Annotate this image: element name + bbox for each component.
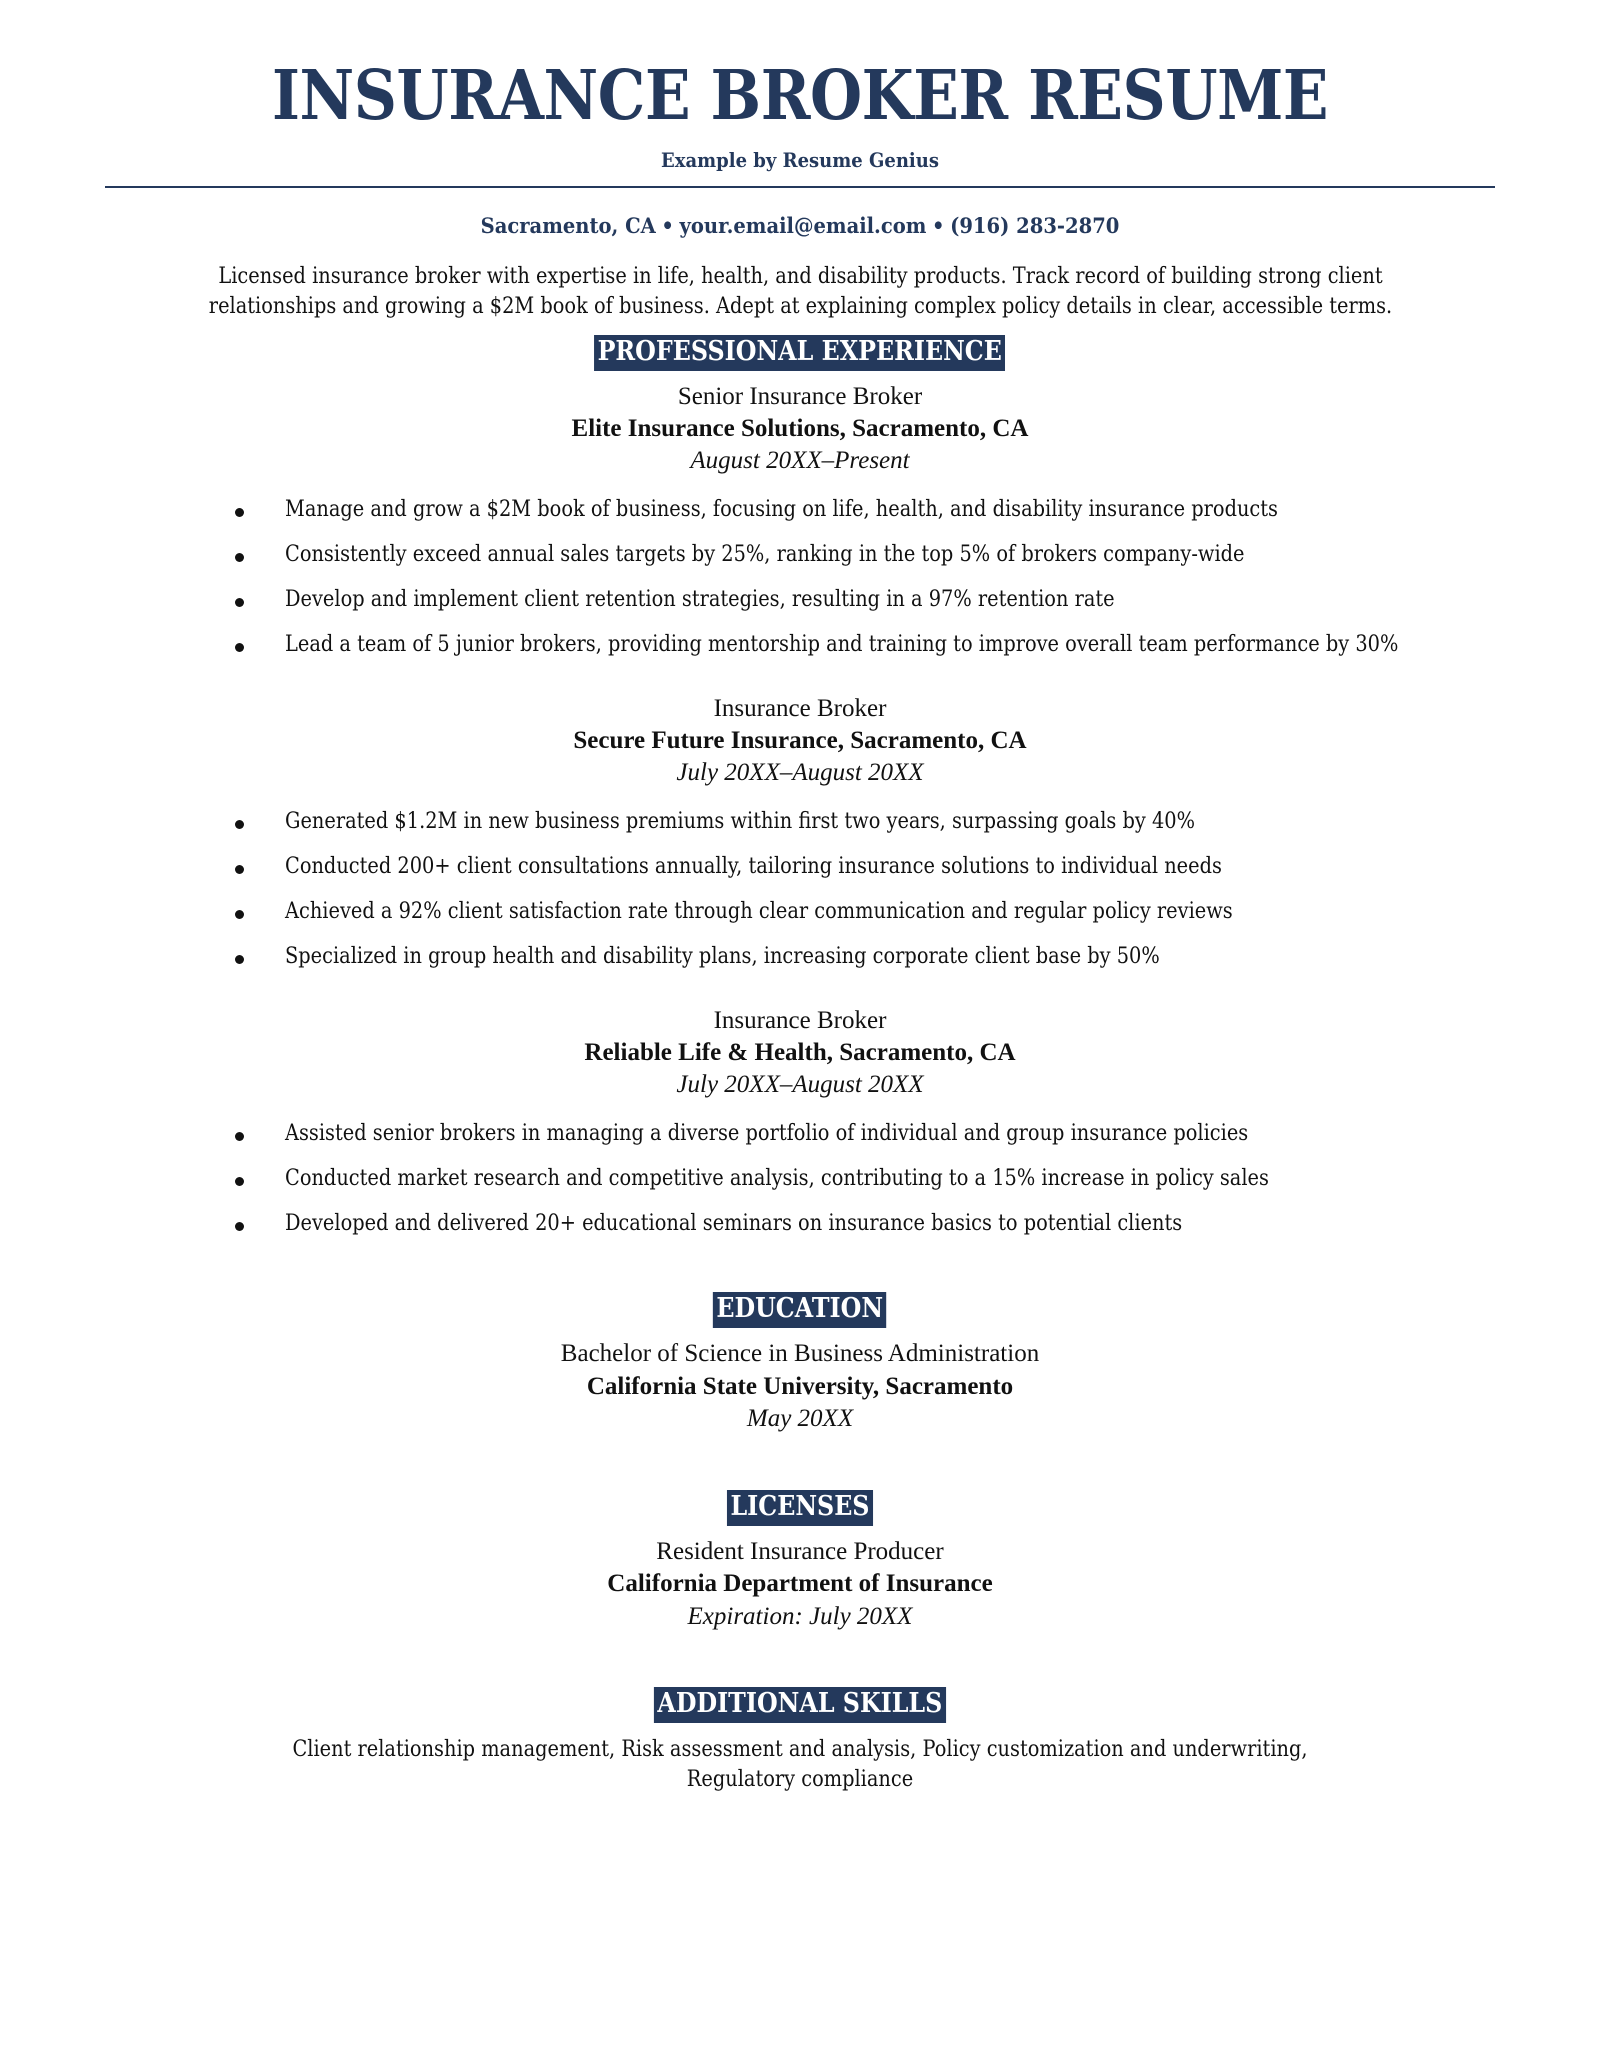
bullet-text: Lead a team of 5 junior brokers, providing mentorship and training to improve overall team performance by 30%	[285, 632, 1399, 658]
job-entry	[105, 381, 1495, 478]
job-entry	[105, 693, 1495, 790]
bullet-dot-icon	[235, 1222, 244, 1231]
bullet-text: Develop and implement client retention strategies, resulting in a 97% retention rate	[285, 587, 1115, 613]
list-item	[105, 541, 1495, 569]
job-title: Senior Insurance Broker	[677, 383, 923, 411]
section-heading-label: LICENSES	[727, 1490, 873, 1526]
contact-separator-2: •	[932, 213, 945, 238]
list-item	[105, 1120, 1495, 1148]
section-heading-label: EDUCATION	[713, 1292, 887, 1328]
contact-email[interactable]: your.email@email.com	[679, 213, 927, 238]
page-title: INSURANCE BROKER RESUME	[271, 56, 1329, 136]
list-item	[105, 943, 1495, 971]
job-title: Insurance Broker	[713, 1007, 887, 1035]
bullet-text: Conducted 200+ client consultations annually, tailoring insurance solutions to individual needs	[285, 854, 1222, 880]
list-item	[105, 853, 1495, 881]
license-name: Resident Insurance Producer	[656, 1537, 944, 1565]
job-dates: July 20XX–August 20XX	[676, 759, 924, 787]
license-issuer: California Department of Insurance	[607, 1570, 993, 1598]
education-entry	[105, 1338, 1495, 1436]
job-bullet-list	[105, 496, 1495, 660]
bullet-text: Conducted market research and competitive analysis, contributing to a 15% increase in policy sales	[285, 1166, 1269, 1192]
contact-line	[154, 213, 1447, 238]
list-item	[105, 586, 1495, 614]
resume-header	[105, 56, 1495, 238]
section-heading-label: ADDITIONAL SKILLS	[654, 1687, 946, 1723]
professional-summary: Licensed insurance broker with expertise in life, health, and disability products. Track record of building strong client relationships and growing a $2M book of business. Adept at explaining complex policy details in clear, accessible terms.	[208, 264, 1392, 319]
list-item	[105, 898, 1495, 926]
education-school: California State University, Sacramento	[586, 1372, 1014, 1400]
list-item	[105, 808, 1495, 836]
education-degree: Bachelor of Science in Business Administration	[560, 1340, 1040, 1368]
bullet-dot-icon	[235, 955, 244, 964]
bullet-text: Generated $1.2M in new business premiums within first two years, surpassing goals by 40%	[285, 808, 1196, 834]
bullet-dot-icon	[235, 910, 244, 919]
education-date: May 20XX	[746, 1405, 854, 1433]
section-header-licenses	[105, 1490, 1495, 1526]
job-company: Elite Insurance Solutions, Sacramento, CA	[571, 415, 1029, 443]
job-dates: August 20XX–Present	[690, 447, 910, 475]
bullet-text: Developed and delivered 20+ educational seminars on insurance basics to potential clients	[285, 1211, 1183, 1237]
bullet-text: Achieved a 92% client satisfaction rate through clear communication and regular policy reviews	[285, 899, 1233, 925]
bullet-dot-icon	[235, 643, 244, 652]
list-item	[105, 1165, 1495, 1193]
bullet-text: Manage and grow a $2M book of business, focusing on life, health, and disability insurance products	[285, 496, 1278, 522]
list-item	[105, 496, 1495, 524]
bullet-dot-icon	[235, 508, 244, 517]
contact-location: Sacramento, CA	[480, 213, 656, 238]
bullet-text: Specialized in group health and disability plans, increasing corporate client base by 50%	[285, 944, 1160, 970]
license-entry	[105, 1536, 1495, 1634]
bullet-text: Assisted senior brokers in managing a diverse portfolio of individual and group insurance policies	[285, 1120, 1249, 1146]
section-header-skills	[105, 1687, 1495, 1723]
contact-phone[interactable]: (916) 283-2870	[950, 213, 1120, 238]
header-divider	[105, 186, 1495, 188]
list-item	[105, 1210, 1495, 1238]
bullet-dot-icon	[235, 598, 244, 607]
job-title: Insurance Broker	[713, 695, 887, 723]
bullet-dot-icon	[235, 1132, 244, 1141]
job-bullet-list	[105, 1120, 1495, 1238]
bullet-dot-icon	[235, 865, 244, 874]
section-header-experience	[105, 335, 1495, 371]
job-company: Secure Future Insurance, Sacramento, CA	[573, 727, 1027, 755]
list-item	[105, 631, 1495, 659]
contact-separator-1: •	[661, 213, 674, 238]
job-entry	[105, 1005, 1495, 1102]
job-company: Reliable Life & Health, Sacramento, CA	[584, 1039, 1016, 1067]
section-heading-label: PROFESSIONAL EXPERIENCE	[594, 335, 1005, 371]
bullet-dot-icon	[235, 1177, 244, 1186]
license-expiration: Expiration: July 20XX	[687, 1602, 913, 1630]
skills-text: Client relationship management, Risk assessment and analysis, Policy customization and underwriting, Regulatory compliance	[292, 1737, 1308, 1792]
bullet-text: Consistently exceed annual sales targets by 25%, ranking in the top 5% of brokers company-wide	[285, 541, 1245, 567]
bullet-dot-icon	[235, 820, 244, 829]
job-bullet-list	[105, 808, 1495, 972]
job-dates: July 20XX–August 20XX	[676, 1071, 924, 1099]
section-header-education	[105, 1292, 1495, 1328]
subtitle: Example by Resume Genius	[661, 148, 939, 172]
bullet-dot-icon	[235, 553, 244, 562]
